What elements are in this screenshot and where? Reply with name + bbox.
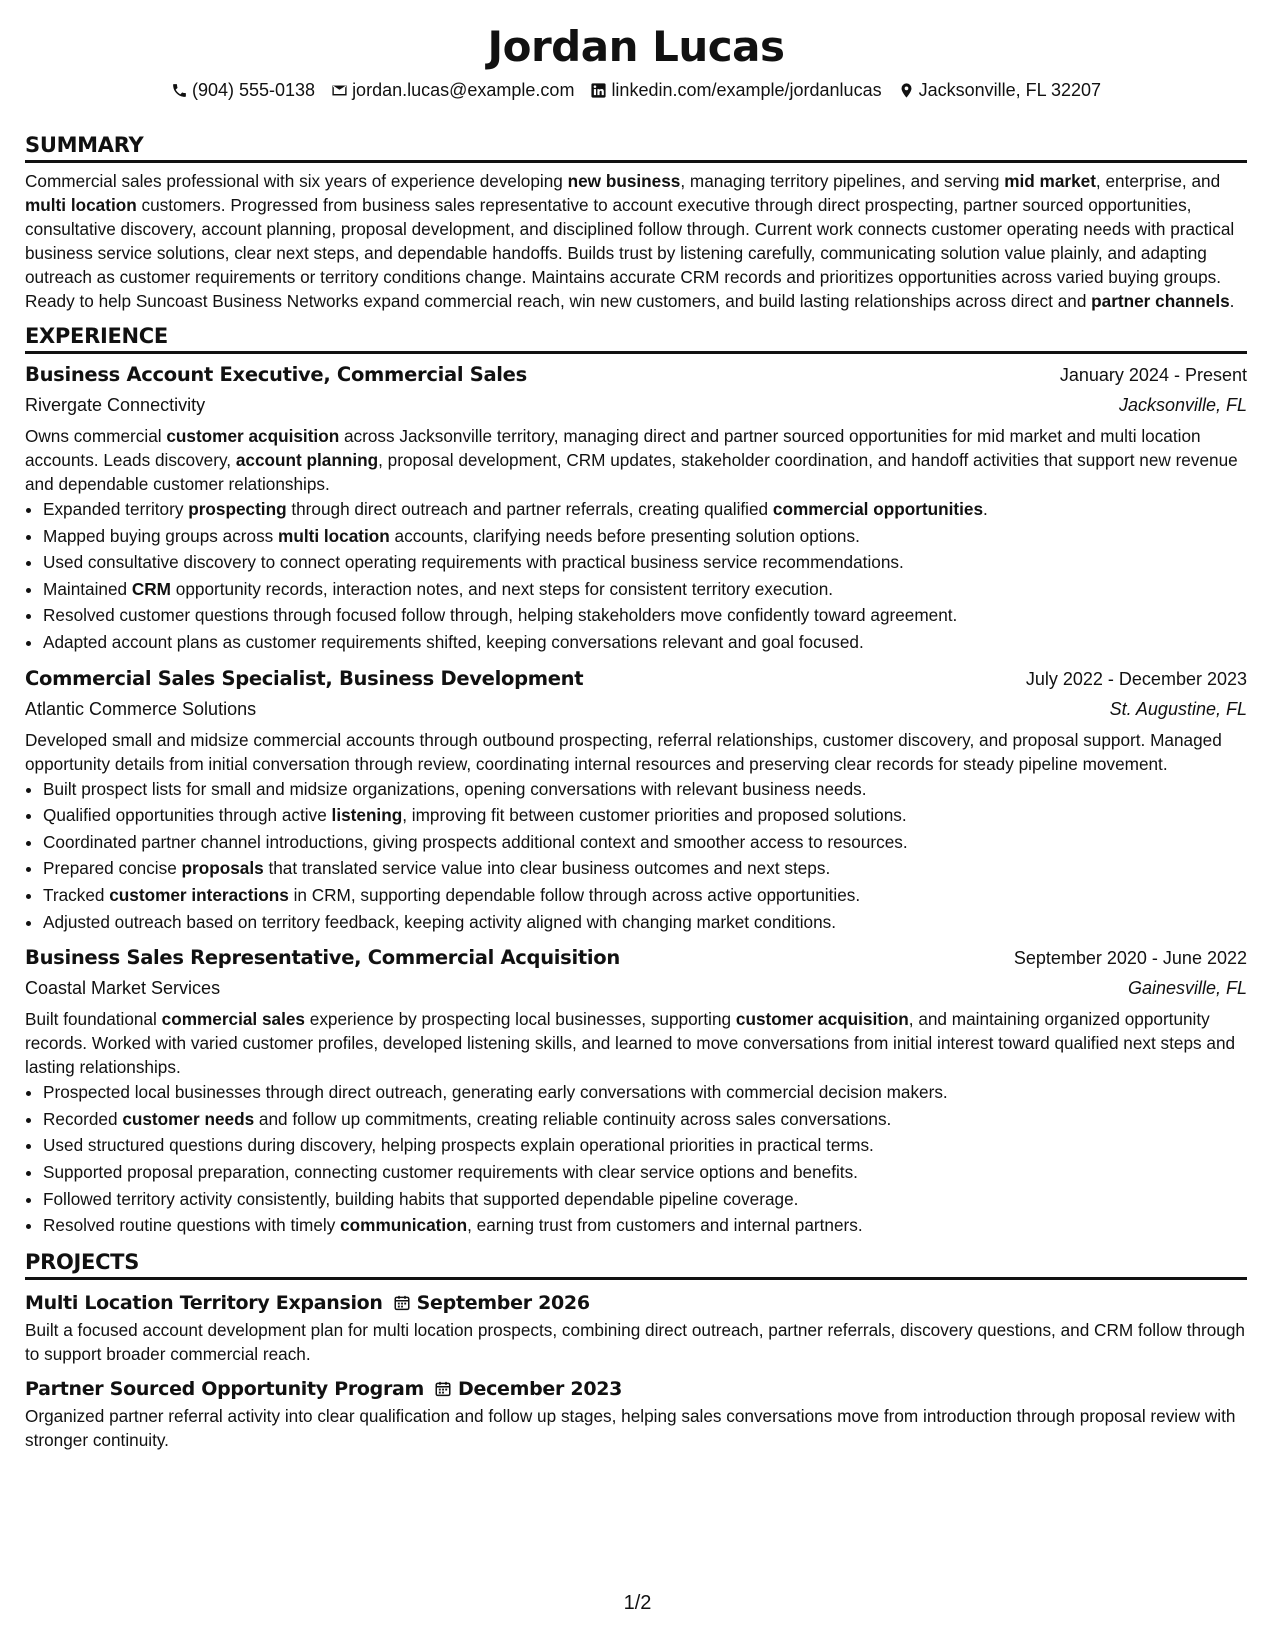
linkedin-text: linkedin.com/example/jordanlucas <box>611 80 882 100</box>
email-text: jordan.lucas@example.com <box>352 80 575 100</box>
project-date-group <box>393 1288 590 1318</box>
linkedin-icon <box>590 82 607 99</box>
job-company: Atlantic Commerce Solutions <box>25 698 257 719</box>
bullet-item: • Used structured questions during discovery, helping prospects explain operational priorities in practical terms. <box>43 1132 1247 1159</box>
contact-email[interactable] <box>331 78 574 102</box>
job-title: Business Account Executive, Commercial Sales <box>25 363 527 386</box>
project-name: Partner Sourced Opportunity Program <box>25 1377 425 1400</box>
job-entry <box>25 943 1247 1239</box>
job-summary: Owns commercial customer acquisition across Jacksonville territory, managing direct and partner sourced opportunities for mid market and multi location accounts. Leads discovery, account planning, proposal development, CRM updates, stakeholder coordination, and handoff activities that support new revenue and dependable customer relationships. <box>25 426 1238 494</box>
map-pin-icon <box>898 82 915 99</box>
job-title: Business Sales Representative, Commercial Acquisition <box>25 946 620 970</box>
projects-section <box>25 1249 1247 1452</box>
bullet-item: • Prospected local businesses through direct outreach, generating early conversations with commercial decision makers. <box>43 1079 1247 1106</box>
bullet-item: • Tracked customer interactions in CRM, supporting dependable follow through across active opportunities. <box>43 882 1247 909</box>
bullet-item: • Followed territory activity consistently, building habits that supported dependable pipeline coverage. <box>43 1186 1247 1213</box>
phone-icon <box>171 82 188 99</box>
envelope-icon <box>331 82 348 99</box>
job-entry <box>25 360 1247 656</box>
contact-linkedin[interactable] <box>590 78 881 102</box>
job-bullets <box>25 496 1247 656</box>
bullet-item: • Adjusted outreach based on territory feedback, keeping activity aligned with changing market conditions. <box>43 909 1247 936</box>
job-dates: September 2020 - June 2022 <box>1013 948 1247 969</box>
project-description: Built a focused account development plan for multi location prospects, combining direct outreach, partner referrals, discovery questions, and CRM follow through to support broader commercial reach. <box>25 1319 1245 1364</box>
job-title: Commercial Sales Specialist, Business Development <box>25 666 584 690</box>
bullet-item: • Prepared concise proposals that translated service value into clear business outcomes and next steps. <box>43 855 1247 882</box>
section-title-projects: PROJECTS <box>25 1249 1247 1280</box>
job-summary: Built foundational commercial sales experience by prospecting local businesses, supporting customer acquisition, and maintaining organized opportunity records. Worked with varied customer profiles, developed listening skills, and learned to move conversations from initial interest toward qualified next steps and lasting relationships. <box>25 1009 1236 1078</box>
calendar-icon <box>393 1294 411 1312</box>
bullet-item: • Coordinated partner channel introductions, giving prospects additional context and smoother access to resources. <box>43 829 1247 856</box>
experience-section <box>25 323 1247 1239</box>
bullet-item: • Expanded territory prospecting through direct outreach and partner referrals, creating qualified commercial opportunities. <box>43 496 1247 523</box>
bullet-item: • Resolved customer questions through focused follow through, helping stakeholders move confidently toward agreement. <box>43 602 1247 629</box>
job-bullets <box>25 776 1247 936</box>
job-company: Coastal Market Services <box>25 978 221 999</box>
contact-phone[interactable] <box>171 78 315 102</box>
job-dates: July 2022 - December 2023 <box>1025 668 1247 689</box>
section-title-summary: SUMMARY <box>25 132 1247 163</box>
project-description: Organized partner referral activity into clear qualification and follow up stages, helping sales conversations move from introduction through proposal review with stronger continuity. <box>25 1405 1236 1450</box>
bullet-item: • Recorded customer needs and follow up commitments, creating reliable continuity across sales conversations. <box>43 1106 1247 1133</box>
location-text: Jacksonville, FL 32207 <box>918 80 1102 100</box>
job-summary: Developed small and midsize commercial accounts through outbound prospecting, referral relationships, customer discovery, and proposal support. Managed opportunity details from initial conversation through review, coordinating internal resources and preserving clear records for steady pipeline movement. <box>25 729 1222 774</box>
job-company: Rivergate Connectivity <box>25 395 206 415</box>
contact-location <box>898 78 1101 102</box>
project-date: September 2026 <box>416 1291 590 1314</box>
project-entry <box>25 1288 1247 1366</box>
calendar-icon <box>434 1380 452 1398</box>
job-dates: January 2024 - Present <box>1059 365 1247 385</box>
job-location: Jacksonville, FL <box>1118 395 1247 415</box>
contact-bar <box>25 78 1247 102</box>
bullet-item: • Maintained CRM opportunity records, interaction notes, and next steps for consistent territory execution. <box>43 576 1247 603</box>
bullet-item: • Adapted account plans as customer requirements shifted, keeping conversations relevant and goal focused. <box>43 629 1247 656</box>
bullet-item: • Qualified opportunities through active listening, improving fit between customer priorities and proposed solutions. <box>43 802 1247 829</box>
project-name: Multi Location Territory Expansion <box>25 1291 383 1314</box>
project-date-group <box>434 1374 622 1404</box>
bullet-item: • Supported proposal preparation, connecting customer requirements with clear service options and benefits. <box>43 1159 1247 1186</box>
resume-page <box>25 22 1247 1452</box>
job-entry <box>25 664 1247 936</box>
project-entry <box>25 1374 1247 1452</box>
bullet-item: • Used consultative discovery to connect operating requirements with practical business service recommendations. <box>43 549 1247 576</box>
project-date: December 2023 <box>458 1377 623 1400</box>
summary-section <box>25 132 1247 313</box>
job-location: Gainesville, FL <box>1127 978 1247 999</box>
job-bullets <box>25 1079 1247 1239</box>
job-location: St. Augustine, FL <box>1109 698 1247 719</box>
candidate-name: Jordan Lucas <box>487 22 785 71</box>
section-title-experience: EXPERIENCE <box>25 323 1247 354</box>
phone-text: (904) 555-0138 <box>191 80 316 100</box>
bullet-item: • Built prospect lists for small and midsize organizations, opening conversations with relevant business needs. <box>43 776 1247 803</box>
summary-text: Commercial sales professional with six years of experience developing new business, managing territory pipelines, and serving mid market, enterprise, and multi location customers. Progressed from business sales representative to account executive through direct prospecting, partner sourced opportunities, consultative discovery, account planning, proposal development, and disciplined follow through. Current work connects customer operating needs with practical business service solutions, clear next steps, and dependable handoffs. Builds trust by listening carefully, communicating solution value plainly, and adapting outreach as customer requirements or territory conditions change. Maintains accurate CRM records and prioritizes opportunities across varied buying groups. Ready to help Suncoast Business Networks expand commercial reach, win new customers, and build lasting relationships across direct and partner channels. <box>25 171 1235 311</box>
bullet-item: • Mapped buying groups across multi location accounts, clarifying needs before presenting solution options. <box>43 523 1247 550</box>
page-number: 1/2 <box>623 1592 652 1614</box>
bullet-item: • Resolved routine questions with timely communication, earning trust from customers and internal partners. <box>43 1212 1247 1239</box>
